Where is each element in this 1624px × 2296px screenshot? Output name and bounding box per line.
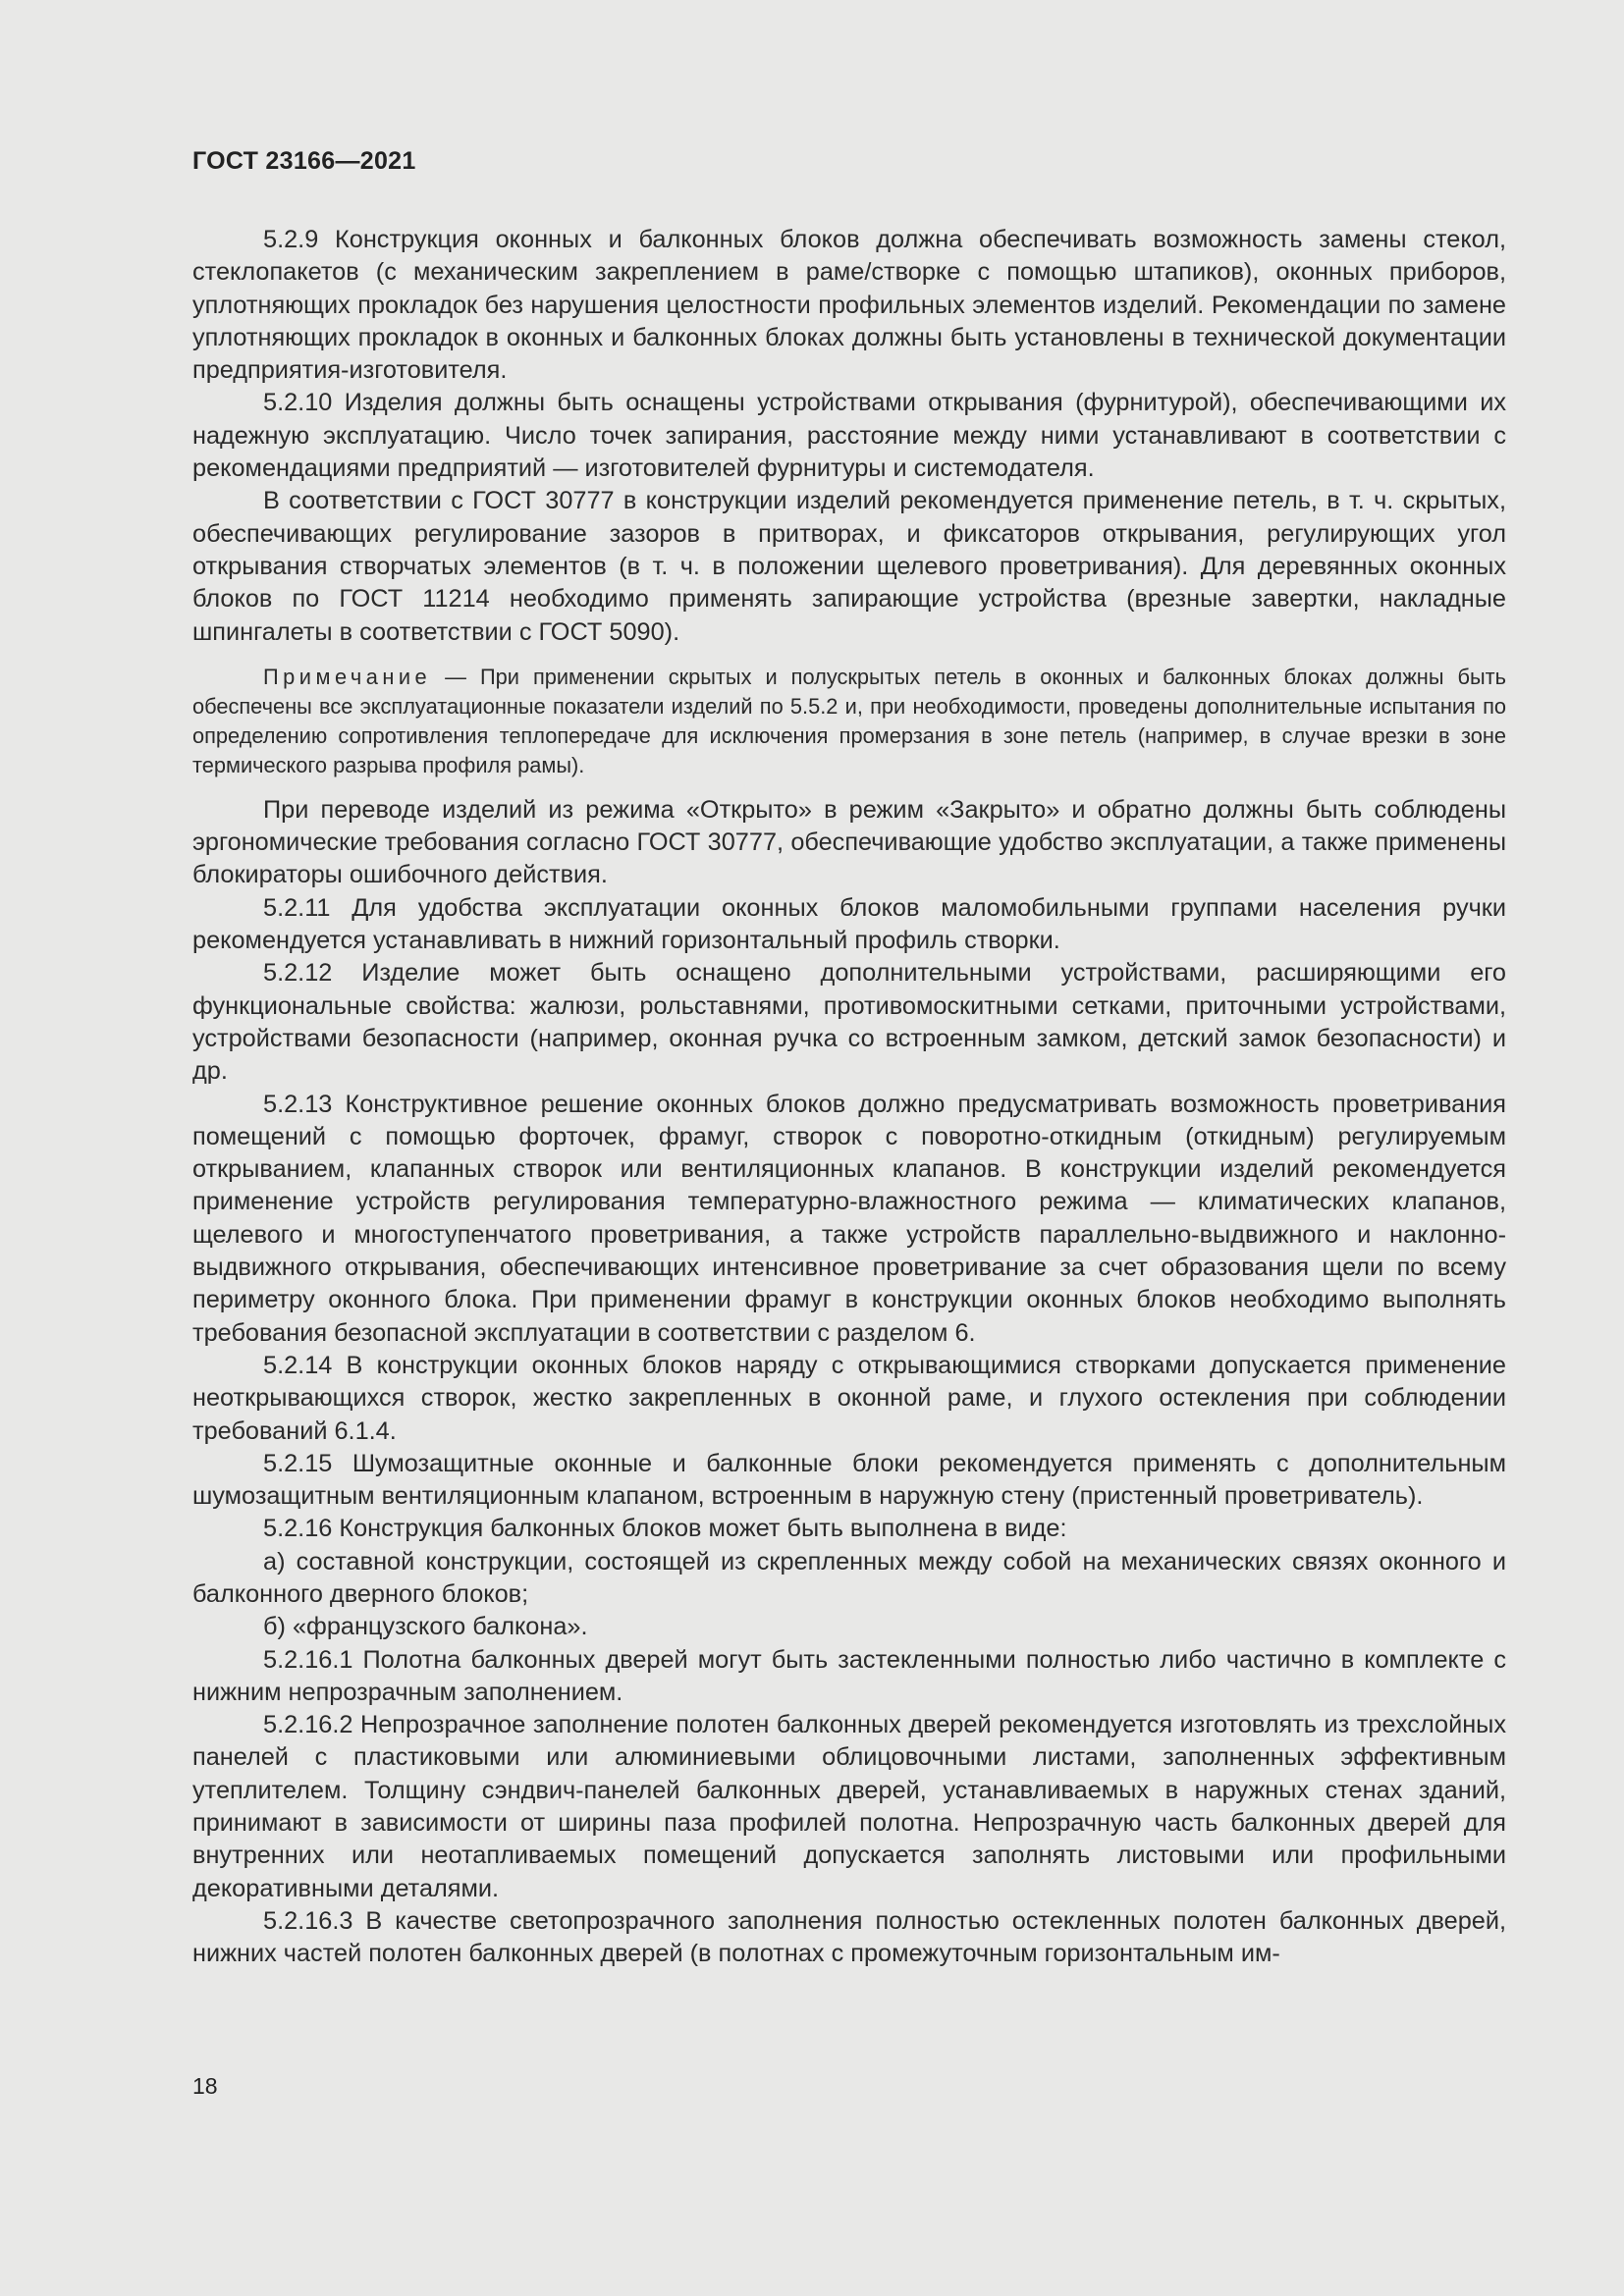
paragraph-5-2-12: 5.2.12 Изделие может быть оснащено дополнительными устройствами, расширяющими его функциональные свойства: жалюзи, рольставнями, противомоскитными сетками, приточными устройствами, устройствами безопасности (например, оконная ручка со встроенным замком, детский замок безопасности) и др.: [192, 959, 1506, 1086]
page-number: 18: [192, 2073, 218, 2099]
paragraph-gost-30777: В соответствии с ГОСТ 30777 в конструкции изделий рекомендуется применение петель, в т. ч. скрытых, обеспечивающих регулирование зазоров в притворах, и фиксаторов открывания, регулирующих угол открывания створчатых элементов (в т. ч. в положении щелевого проветривания). Для деревянных оконных блоков по ГОСТ 11214 необходимо применять запирающие устройства (врезные завертки, накладные шпингалеты в соответствии с ГОСТ 5090).: [192, 487, 1506, 646]
paragraph-5-2-9: 5.2.9 Конструкция оконных и балконных блоков должна обеспечивать возможность замены стекол, стеклопакетов (с механическим закреплением в раме/створке с помощью штапиков), оконных приборов, уплотняющих прокладок без нарушения целостности профильных элементов изделий. Рекомендации по замене уплотняющих прокладок в оконных и балконных блоках должны быть установлены в технической документации предприятия-изготовителя.: [192, 226, 1506, 385]
note: [192, 663, 1506, 780]
paragraph-5-2-16-3: 5.2.16.3 В качестве светопрозрачного заполнения полностью остекленных полотен балконных дверей, нижних частей полотен балконных дверей (в полотнах с промежуточным горизонтальным им-: [192, 1906, 1506, 1968]
list-item-a: а) составной конструкции, состоящей из скрепленных между собой на механических связях оконного и балконного дверного блоков;: [192, 1547, 1506, 1608]
list-item-b: б) «французского балкона».: [263, 1613, 588, 1641]
paragraph-5-2-16: 5.2.16 Конструкция балконных блоков может быть выполнена в виде:: [263, 1515, 1067, 1543]
paragraph-5-2-16-2: 5.2.16.2 Непрозрачное заполнение полотен балконных дверей рекомендуется изготовлять из трехслойных панелей с пластиковыми или алюминиевыми облицовочными листами, заполненных эффективным утеплителем. Толщину сэндвич-панелей балконных дверей, устанавливаемых в наружных стенах зданий, принимают в зависимости от ширины паза профилей полотна. Непрозрачную часть балконных дверей для внутренних или неотапливаемых помещений допускается заполнять листовыми или профильными декоративными деталями.: [192, 1711, 1506, 1902]
document-body: [192, 224, 1506, 1971]
paragraph-5-2-11: 5.2.11 Для удобства эксплуатации оконных блоков маломобильными группами населения ручки рекомендуется устанавливать в нижний горизонтальный профиль створки.: [192, 893, 1506, 955]
paragraph-5-2-14: 5.2.14 В конструкции оконных блоков наряду с открывающимися створками допускается применение неоткрывающихся створок, жестко закрепленных в оконной раме, и глухого остекления при соблюдении требований 6.1.4.: [192, 1351, 1506, 1445]
paragraph-5-2-10: 5.2.10 Изделия должны быть оснащены устройствами открывания (фурнитурой), обеспечивающими их надежную эксплуатацию. Число точек запирания, расстояние между ними устанавливают в соответствии с рекомендациями предприятий — изготовителей фурнитуры и системодателя.: [192, 389, 1506, 483]
paragraph-5-2-15: 5.2.15 Шумозащитные оконные и балконные блоки рекомендуется применять с дополнительным шумозащитным вентиляционным клапаном, встроенным в наружную стену (пристенный проветриватель).: [192, 1449, 1506, 1511]
paragraph-5-2-16-1: 5.2.16.1 Полотна балконных дверей могут быть застекленными полностью либо частично в комплекте с нижним непрозрачным заполнением.: [192, 1645, 1506, 1706]
document-header: ГОСТ 23166—2021: [192, 147, 416, 175]
paragraph-modes: При переводе изделий из режима «Открыто» в режим «Закрыто» и обратно должны быть соблюдены эргономические требования согласно ГОСТ 30777, обеспечивающие удобство эксплуатации, а также применены блокираторы ошибочного действия.: [192, 795, 1506, 889]
note-label: Примечание: [263, 664, 432, 689]
paragraph-5-2-13: 5.2.13 Конструктивное решение оконных блоков должно предусматривать возможность проветривания помещений с помощью форточек, фрамуг, створок с поворотно-откидным (откидным) регулируемым открыванием, клапанных створок или вентиляционных клапанов. В конструкции изделий рекомендуется применение устройств регулирования температурно-влажностного режима — климатических клапанов, щелевого и многоступенчатого проветривания, а также устройств параллельно-выдвижного и наклонно-выдвижного открывания, обеспечивающих интенсивное проветривание за счет образования щели по всему периметру оконного блока. При применении фрамуг в конструкции оконных блоков необходимо выполнять требования безопасной эксплуатации в соответствии с разделом 6.: [192, 1090, 1506, 1347]
note-text: — При применении скрытых и полускрытых петель в оконных и балконных блоках должны быть обеспечены все эксплуатационные показатели изделий по 5.5.2 и, при необходимости, проведены дополнительные испытания по определению сопротивления теплопередаче для исключения промерзания в зоне петель (например, в случае врезки в зоне термического разрыва профиля рамы).: [192, 664, 1506, 777]
